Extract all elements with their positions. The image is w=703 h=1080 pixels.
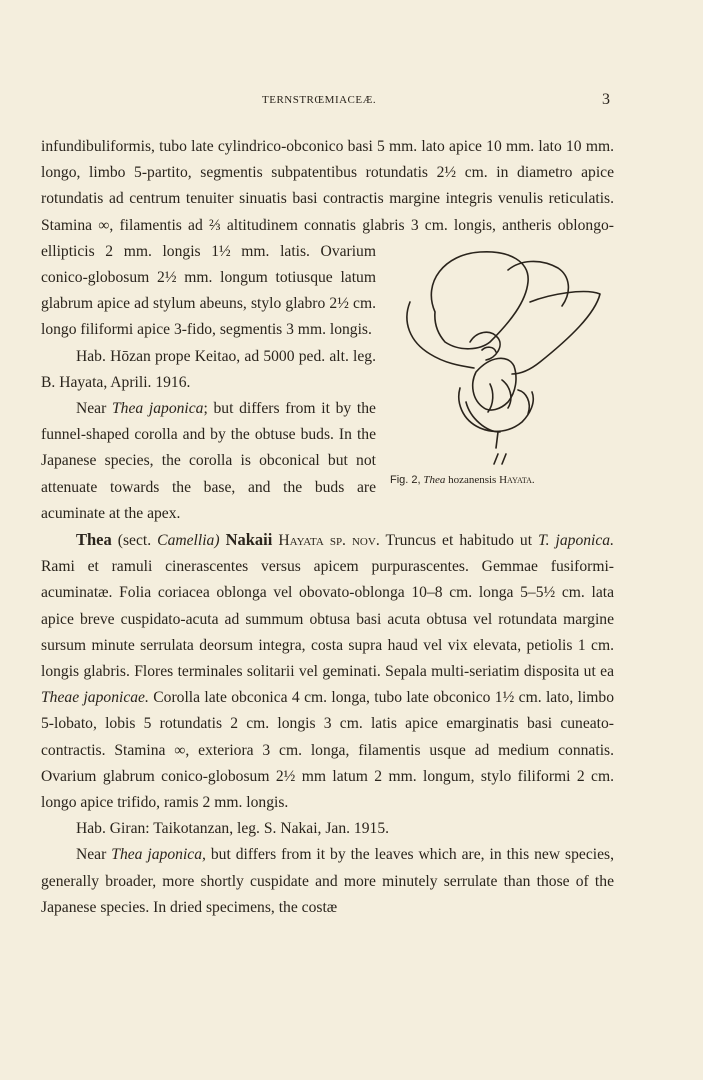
- species-desc-ref-1: T. japonica.: [538, 532, 614, 550]
- species-genus: Thea: [76, 530, 112, 550]
- near-1-a: Near: [76, 400, 107, 418]
- page-header: [0, 91, 703, 114]
- near-2-species: Thea japonica,: [111, 846, 206, 864]
- species-desc-b: Rami et ramuli cinerascentes versus apicem purpurascentes. Gemmae fusiformi-acuminatæ. Folia coriacea oblonga vel obovato-oblonga 10–8 cm. longa 5–5½ cm. lata apice breve cuspidato-acuta ad summum obtusa basi acuta obtusa vel rotundata margine sursum minute serrulata deorsum integra, costa supra haud vel vix elevata, petiolis 1 cm. longis glabris. Flores terminales solitarii vel geminati. Sepala multi-seriatim disposita ut ea: [41, 558, 614, 681]
- species-section: Camellia): [157, 532, 220, 550]
- species-description-paragraph: [41, 527, 614, 816]
- habitat-paragraph-2: Hab. Giran: Taikotanzan, leg. S. Nakai, Jan. 1915.: [76, 820, 390, 838]
- figure-genus: Thea: [423, 474, 446, 486]
- main-text: [41, 134, 614, 921]
- species-desc-c: Corolla late obconica 4 cm. longa, tubo late obconico 1½ cm. lato, limbo 5-lobato, lobis 5 rotundatis 2 cm. longis 3 cm. latis apice emarginatis basi cuneato-contractis. Stamina ∞, exteriora 3 cm. longa, filamentis usque ad medium connatis. Ovarium glabrum conico-globosum 2½ mm latum 2 mm. longum, stylo filiformi 2 cm. longo apice trifido, ramis 2 mm. longis.: [41, 689, 614, 812]
- near-2-b: but differs from it by the leaves which are, in this new species, generally broader, more shortly cuspidate and more minutely serrulate than those of the Japanese species. In dried specimens, the costæ: [41, 846, 614, 916]
- near-1-species: Thea japonica: [112, 400, 204, 418]
- comparison-paragraph-2: [41, 842, 614, 921]
- description-paragraph-1: infundibuliformis, tubo late cylindrico-obconico basi 5 mm. lato apice 10 mm. lato 10 mm. longo, limbo 5-partito, segmentis subpatentibus rotundatis 2½ cm. in diametro apice rotundatis ad centrum tenuiter sinuatis basi contractis margine integris venulis reticulatis. Stamina ∞, filamentis ad ⅔ altitudinem connatis glabris 3 cm. longis, antheris oblongo-ellipticis 2 mm. longis 1½ mm. latis. Ovarium conico-globosum 2½ mm. longum totiusque latum glabrum apice ad stylum abeuns, stylo glabro 2½ cm. longo filiformi apice 3-fido, segmentis 3 mm. longis.: [41, 138, 614, 339]
- near-1-b: ; but differs from it by the funnel-shaped corolla and by the obtuse buds. In the Japanese species, the corolla is obconical but not attenuate towards the base, and the buds are acuminate at the apex.: [41, 400, 376, 522]
- species-desc-a: Truncus et habitudo ut: [385, 532, 533, 550]
- species-desc-ref-2: Theae japonicae.: [41, 689, 149, 707]
- figure-label: Fig. 2,: [390, 474, 421, 486]
- page-number: 3: [602, 91, 610, 108]
- species-sect-open: (sect.: [117, 532, 152, 550]
- figure-species: hozanensis: [448, 474, 497, 486]
- figure-author: Hayata.: [499, 474, 535, 486]
- species-author: Hayata sp. nov.: [278, 532, 380, 550]
- habitat-paragraph-1: Hab. Hōzan prope Keitao, ad 5000 ped. alt. leg. B. Hayata, Aprili. 1916.: [41, 347, 376, 391]
- running-head: TERNSTRŒMIACEÆ.: [262, 94, 377, 106]
- species-name: Nakaii: [225, 530, 273, 550]
- figure-float-area: [376, 242, 614, 494]
- near-2-a: Near: [76, 846, 107, 864]
